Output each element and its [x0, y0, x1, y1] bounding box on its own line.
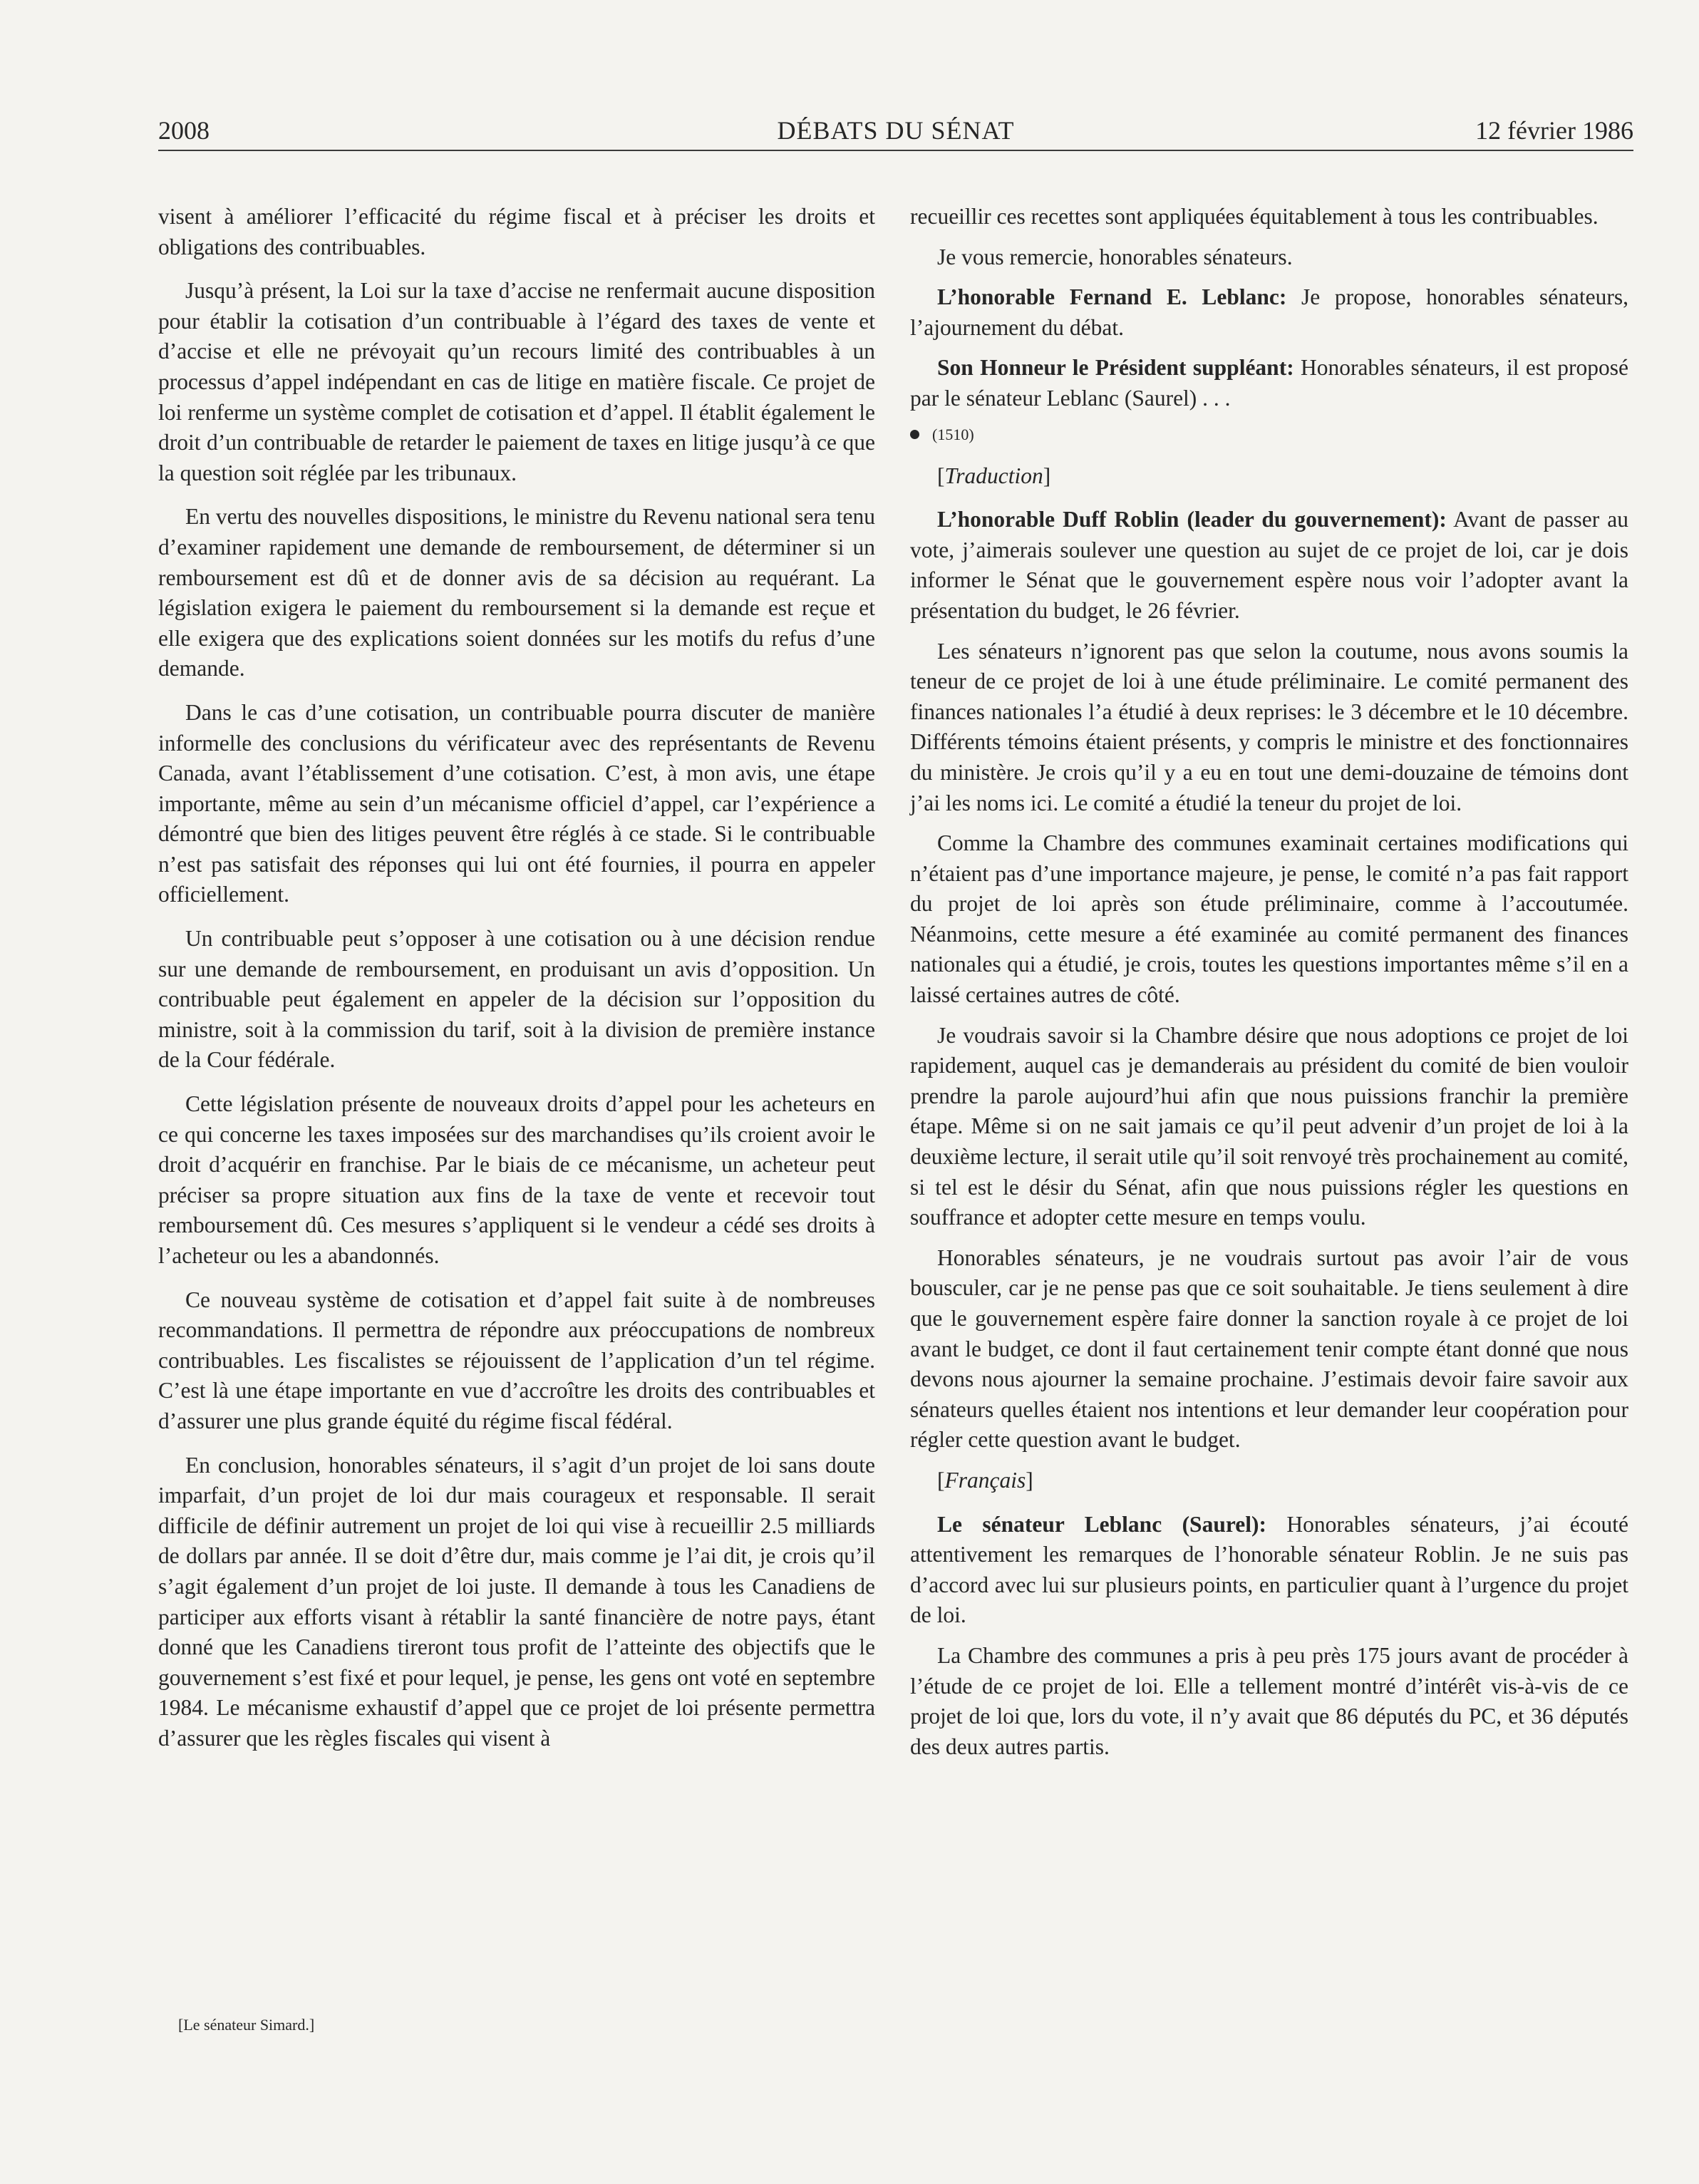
bullet-icon: [910, 430, 919, 439]
paragraph: Un contribuable peut s’opposer à une cotisation ou à une décision rendue sur une demande de remboursement, en produisant un avis d’opposition. Un contribuable peut également en appeler de la décision sur l’opposition du ministre, soit à la commission du tarif, soit à la division de première instance de la Cour fédérale.: [158, 926, 875, 1073]
paragraph: Dans le cas d’une cotisation, un contribuable pourra discuter de manière informelle des conclusions du vérificateur avec des représentants de Revenu Canada, avant l’établissement d’une cotisation. C’est, à mon avis, une étape importante, même au sein d’un mécanisme officiel d’appel, car l’expérience a démontré que bien des litiges peuvent être réglés à ce stade. Si le contribuable n’est pas satisfait des réponses qui lui ont été fournies, il pourra en appeler officiellement.: [158, 699, 875, 907]
speech-paragraph: [910, 505, 1628, 626]
paragraph: Jusqu’à présent, la Loi sur la taxe d’accise ne renfermait aucune disposition pour établir la cotisation d’un contribuable à l’égard des taxes de vente et d’accise et elle ne prévoyait qu’un recours limité des contribuables à un processus d’appel indépendant en cas de litige en matière fiscale. Ce projet de loi renferme un système complet de cotisation et d’appel. Il établit également le droit d’un contribuable de retarder le paiement de taxes en litige jusqu’à ce que la question soit réglée par les tribunaux.: [158, 278, 875, 485]
speech-text: Honorables sénateurs, il est proposé par le sénateur Leblanc (Saurel) . . .: [910, 355, 1628, 411]
language-tag: [Français]: [937, 1467, 1033, 1493]
speech-text: Avant de passer au vote, j’aimerais soulever une question au sujet de ce projet de loi, car je dois informer le Sénat que le gouvernement espère nous voir l’adopter avant la présentation du budget, le 26 février.: [910, 507, 1629, 623]
paragraph: Ce nouveau système de cotisation et d’appel fait suite à de nombreuses recommandations. Il permettra de répondre aux préoccupations de nombreux contribuables. Les fiscalistes se réjouissent de l’application d’un tel régime. C’est là une étape importante en vue d’accroître les droits des contribuables et d’assurer une plus grande équité du régime fiscal fédéral.: [158, 1287, 875, 1433]
paragraph: En vertu des nouvelles dispositions, le ministre du Revenu national sera tenu d’examiner rapidement une demande de remboursement, de déterminer si un remboursement est dû et de donner avis de sa décision au requérant. La législation exigera le paiement du remboursement si la demande est reçue et elle exigera que des explications soient données sur les motifs du refus d’une demande.: [158, 504, 875, 681]
paragraph: Honorables sénateurs, je ne voudrais surtout pas avoir l’air de vous bousculer, car je ne pense pas que ce soit souhaitable. Je tiens seulement à dire que le gouvernement espère faire donner la sanction royale à ce projet de loi avant le budget, ce dont il faut certainement tenir compte étant donné que nous devons nous ajourner la semaine prochaine. J’estimais devoir faire savoir aux sénateurs quelles étaient nos intentions et leur demander leur coopération pour régler cette question avant le budget.: [910, 1245, 1628, 1453]
speaker-name: L’honorable Fernand E. Leblanc:: [937, 284, 1287, 310]
time-marker: [910, 424, 1628, 445]
paragraph: Les sénateurs n’ignorent pas que selon la coutume, nous avons soumis la teneur de ce projet de loi à une étude préliminaire. Le comité permanent des finances nationales l’a étudié à deux reprises: le 3 décembre et le 10 décembre. Différents témoins étaient présents, y compris le ministre et des fonctionnaires du ministère. Je crois qu’il y a eu en tout une demi-douzaine de témoins dont j’ai les noms ici. Le comité a étudié la teneur du projet de loi.: [910, 638, 1628, 815]
time-marker-text: (1510): [932, 425, 974, 443]
publication-title: DÉBATS DU SÉNAT: [777, 116, 1015, 145]
page-date: 12 février 1986: [1475, 116, 1633, 145]
speech-text: Je propose, honorables sénateurs, l’ajournement du débat.: [910, 284, 1628, 340]
language-tag-text: Français: [944, 1467, 1026, 1493]
paragraph: Je vous remercie, honorables sénateurs.: [937, 244, 1293, 269]
page-number: 2008: [158, 116, 210, 145]
paragraph: Comme la Chambre des communes examinait certaines modifications qui n’étaient pas d’une importance majeure, je pense, le comité n’a pas fait rapport du projet de loi après son étude préliminaire, comme à l’accoutumée. Néanmoins, cette mesure a été examinée au comité permanent des finances nationales qui a étudié, je crois, toutes les questions importantes même s’il en a laissé certaines autres de côté.: [910, 830, 1628, 1008]
speaker-name: L’honorable Duff Roblin (leader du gouvernement):: [937, 507, 1447, 532]
paragraph: recueillir ces recettes sont appliquées équitablement à tous les contribuables.: [910, 204, 1599, 229]
right-column: [910, 202, 1628, 1772]
paragraph: En conclusion, honorables sénateurs, il s’agit d’un projet de loi sans doute imparfait, d’un projet de loi dur mais courageux et responsable. Il serait difficile de définir autrement un projet de loi qui vise à recueillir 2.5 milliards de dollars par année. Il se doit d’être dur, mais comme je l’ai dit, je crois qu’il s’agit également d’un projet de loi juste. Il demande à tous les Canadiens de participer aux efforts visant à rétablir la santé financière de notre pays, étant donné que les Canadiens tireront tous profit de l’atteinte des objectifs que le gouvernement s’est fixé et pour lequel, je pense, les gens ont voté en septembre 1984. Le mécanisme exhaustif d’appel que ce projet de loi présente permettra d’assurer que les règles fiscales qui visent à: [158, 1452, 875, 1751]
page-header: [158, 114, 1633, 151]
speech-paragraph: [910, 1510, 1628, 1631]
speaker-name: Son Honneur le Président suppléant:: [937, 355, 1294, 381]
paragraph: visent à améliorer l’efficacité du régime fiscal et à préciser les droits et obligations des contribuables.: [158, 204, 875, 259]
speaker-name: Le sénateur Leblanc (Saurel):: [937, 1511, 1266, 1537]
language-tag-text: Traduction: [944, 463, 1043, 488]
speaker-attribution-note: [Le sénateur Simard.]: [178, 2016, 315, 2034]
paragraph: Je voudrais savoir si la Chambre désire que nous adoptions ce projet de loi rapidement, auquel cas je demanderais au président du comité de bien vouloir prendre la parole aujourd’hui afin que nous puissions franchir la première étape. Même si on ne sait jamais ce qu’il peut advenir d’un projet de loi à la deuxième lecture, il serait utile qu’il soit renvoyé très prochainement au comité, si tel est le désir du Sénat, afin que nous puissions régler les questions en souffrance et adopter cette mesure en temps voulu.: [910, 1022, 1628, 1230]
speech-paragraph: [910, 282, 1628, 343]
left-column: [158, 202, 875, 1768]
paragraph: Cette législation présente de nouveaux droits d’appel pour les acheteurs en ce qui concerne les taxes imposées sur des marchandises qu’ils croient avoir le droit d’acquérir en franchise. Par le biais de ce mécanisme, un acheteur peut préciser sa propre situation aux fins de la taxe de vente et recevoir tout remboursement dû. Ces mesures s’appliquent si le vendeur a cédé ses droits à l’acheteur ou les a abandonnés.: [158, 1091, 875, 1268]
language-tag: [Traduction]: [937, 463, 1051, 488]
speech-paragraph: [910, 353, 1628, 413]
speech-text: Honorables sénateurs, j’ai écouté attentivement les remarques de l’honorable sénateur Roblin. Je ne suis pas d’accord avec lui sur plusieurs points, en particulier quant à l’urgence du projet de loi.: [910, 1511, 1628, 1628]
paragraph: La Chambre des communes a pris à peu près 175 jours avant de procéder à l’étude de ce projet de loi. Elle a tellement montré d’intérêt vis-à-vis de ce projet de loi que, lors du vote, il n’y avait que 86 députés du PC, et 36 députés des deux autres partis.: [910, 1642, 1628, 1759]
